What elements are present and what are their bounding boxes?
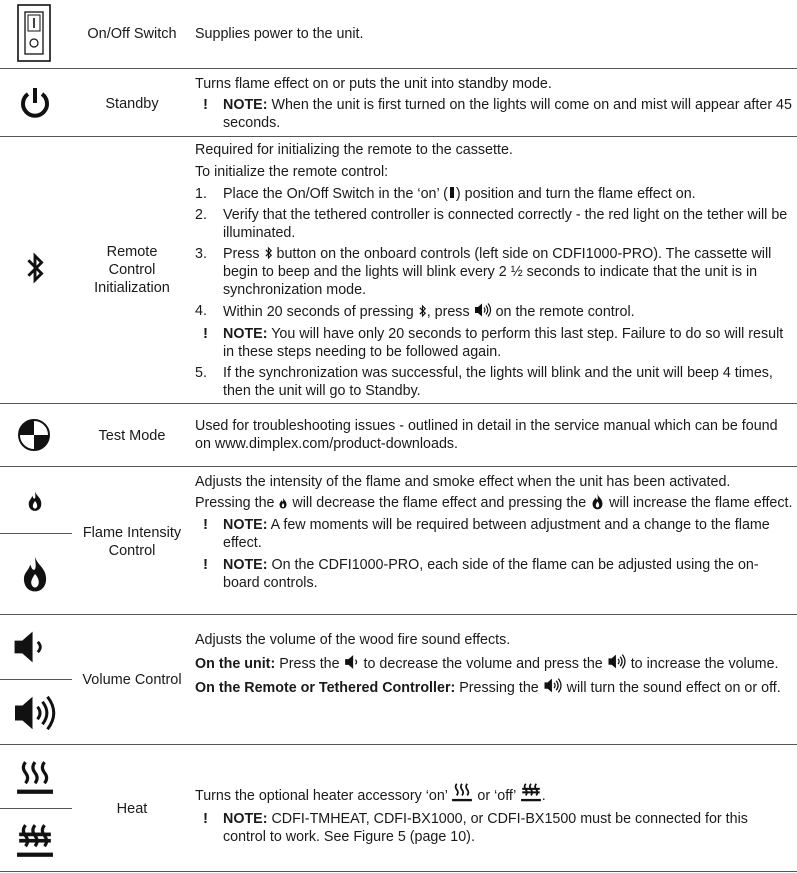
row-name-line: Remote (106, 244, 158, 260)
note-label: NOTE: (223, 811, 268, 827)
note (195, 325, 793, 361)
row-flame-intensity-control (0, 467, 797, 615)
volume-low-icon (344, 654, 360, 670)
row-volume-control (0, 615, 797, 745)
text-part: will decrease the flame effect and pressing the (288, 495, 591, 511)
step-number: 4. (195, 303, 207, 319)
description-text: Turns flame effect on or puts the unit into standby mode. (195, 76, 552, 92)
row-description (195, 473, 793, 592)
note (195, 810, 793, 846)
note-label: NOTE: (223, 326, 268, 342)
row-onoff-switch (0, 0, 797, 69)
icon-divider (0, 808, 72, 809)
row-name (74, 524, 190, 560)
power-icon (19, 86, 51, 120)
description-text (195, 493, 793, 512)
row-name: Volume Control (82, 672, 182, 688)
heat-off-icon (16, 822, 54, 860)
warning-icon: ! (203, 325, 208, 342)
row-name: Heat (116, 801, 148, 817)
note-text: You will have only 20 seconds to perform this last step. Failure to do so will result in these steps needing to be followed again. (223, 326, 784, 360)
flame-high-icon (590, 493, 605, 510)
row-remote-control-initialization (0, 137, 797, 404)
description-text: Supplies power to the unit. (195, 26, 364, 42)
row-description (195, 782, 793, 846)
volume-high-icon (474, 302, 492, 318)
row-name-line: Initialization (94, 280, 170, 296)
warning-icon: ! (203, 556, 208, 573)
step-text: on the remote control. (491, 304, 635, 320)
heat-on-icon (16, 759, 54, 797)
step-number: 2. (195, 207, 207, 223)
step-text: Within 20 seconds of pressing (223, 304, 418, 320)
step-item (195, 364, 793, 400)
warning-icon: ! (203, 810, 208, 827)
text-part: Pressing the (455, 680, 543, 696)
note-label: NOTE: (223, 517, 268, 533)
heat-off-icon (520, 782, 542, 803)
test-mode-icon (17, 418, 51, 452)
bold-label: On the Remote or Tethered Controller: (195, 680, 456, 696)
note-label: NOTE: (223, 557, 268, 573)
note-text: On the CDFI1000-PRO, each side of the flame can be adjusted using the on-board controls. (223, 557, 759, 591)
row-description (195, 631, 793, 697)
warning-icon: ! (203, 516, 208, 533)
row-description (195, 25, 793, 43)
row-description (195, 417, 793, 453)
description-text (195, 653, 793, 673)
step-item (195, 302, 793, 321)
description-text: Adjusts the intensity of the flame and smoke effect when the unit has been activated. (195, 474, 731, 490)
note-text: When the unit is first turned on the lights will come on and mist will appear after 45 seconds. (223, 97, 792, 131)
text-part: will increase the flame effect. (605, 495, 793, 511)
switch-icon (17, 4, 51, 62)
text-part: to decrease the volume and press the (359, 656, 607, 672)
step-number: 3. (195, 246, 207, 262)
step-item (195, 185, 793, 203)
bluetooth-icon (418, 304, 427, 318)
step-number: 1. (195, 186, 207, 202)
bluetooth-icon (24, 251, 46, 285)
note (195, 556, 793, 592)
row-name-line: Control (108, 543, 156, 559)
note-label: NOTE: (223, 97, 268, 113)
text-part: Pressing the (195, 495, 279, 511)
row-test-mode (0, 404, 797, 467)
on-position-icon (448, 186, 456, 199)
step-text: Press (223, 246, 264, 262)
bluetooth-icon (264, 246, 273, 260)
step-text: Place the On/Off Switch in the ‘on’ ( (223, 186, 448, 202)
step-text: button on the onboard controls (left side on CDFI1000-PRO). The cassette will begin to beep and the lights will blink every 2 ½ seconds to indicate that the unit is in synchronization mode. (223, 246, 772, 298)
icon-divider (0, 679, 72, 680)
row-description (195, 141, 793, 400)
text-part: will turn the sound effect on or off. (562, 680, 781, 696)
warning-icon: ! (203, 96, 208, 113)
row-standby (0, 69, 797, 137)
row-name (74, 243, 190, 297)
flame-low-icon (278, 497, 288, 509)
note (195, 516, 793, 552)
text-part: . (541, 788, 546, 804)
row-name-line: Flame Intensity (82, 525, 182, 541)
flame-low-icon (26, 490, 44, 512)
description-text: To initialize the remote control: (195, 164, 389, 180)
flame-high-icon (19, 555, 51, 593)
note-text: A few moments will be required between adjustment and a change to the flame effect. (223, 517, 770, 551)
row-name: On/Off Switch (87, 26, 177, 42)
bold-label: On the unit: (195, 656, 276, 672)
description-text: Used for troubleshooting issues - outlined in detail in the service manual which can be found on www.dimplex.com/product-downloads. (195, 418, 778, 452)
step-text: If the synchronization was successful, the lights will blink and the unit will beep 4 times, then the unit will go to Standby. (223, 365, 773, 399)
row-name: Standby (105, 96, 159, 112)
volume-high-icon (543, 677, 563, 694)
note (195, 96, 793, 132)
note-text: CDFI-TMHEAT, CDFI-BX1000, or CDFI-BX1500 must be connected for this control to work. See Figure 5 (page 10). (223, 811, 748, 845)
heat-on-icon (451, 782, 473, 803)
volume-high-icon (12, 693, 58, 733)
row-description (195, 75, 793, 132)
description-text (195, 782, 793, 805)
text-part: Turns the optional heater accessory ‘on’ (195, 788, 452, 804)
volume-low-icon (12, 629, 48, 665)
description-text: Adjusts the volume of the wood fire sound effects. (195, 632, 511, 648)
text-part: or ‘off’ (473, 788, 520, 804)
step-text: , press (426, 304, 474, 320)
step-item (195, 245, 793, 299)
row-name: Test Mode (98, 428, 166, 444)
row-name-line: Control (108, 262, 156, 278)
step-item (195, 206, 793, 242)
icon-divider (0, 533, 72, 534)
step-text: ) position and turn the flame effect on. (455, 186, 696, 202)
step-number: 5. (195, 365, 207, 381)
text-part: Press the (275, 656, 344, 672)
description-text (195, 677, 793, 697)
step-text: Verify that the tethered controller is connected correctly - the red light on the tether will be illuminated. (223, 207, 788, 241)
description-text: Required for initializing the remote to the cassette. (195, 142, 513, 158)
volume-high-icon (607, 653, 627, 670)
text-part: to increase the volume. (626, 656, 779, 672)
row-heat (0, 745, 797, 872)
